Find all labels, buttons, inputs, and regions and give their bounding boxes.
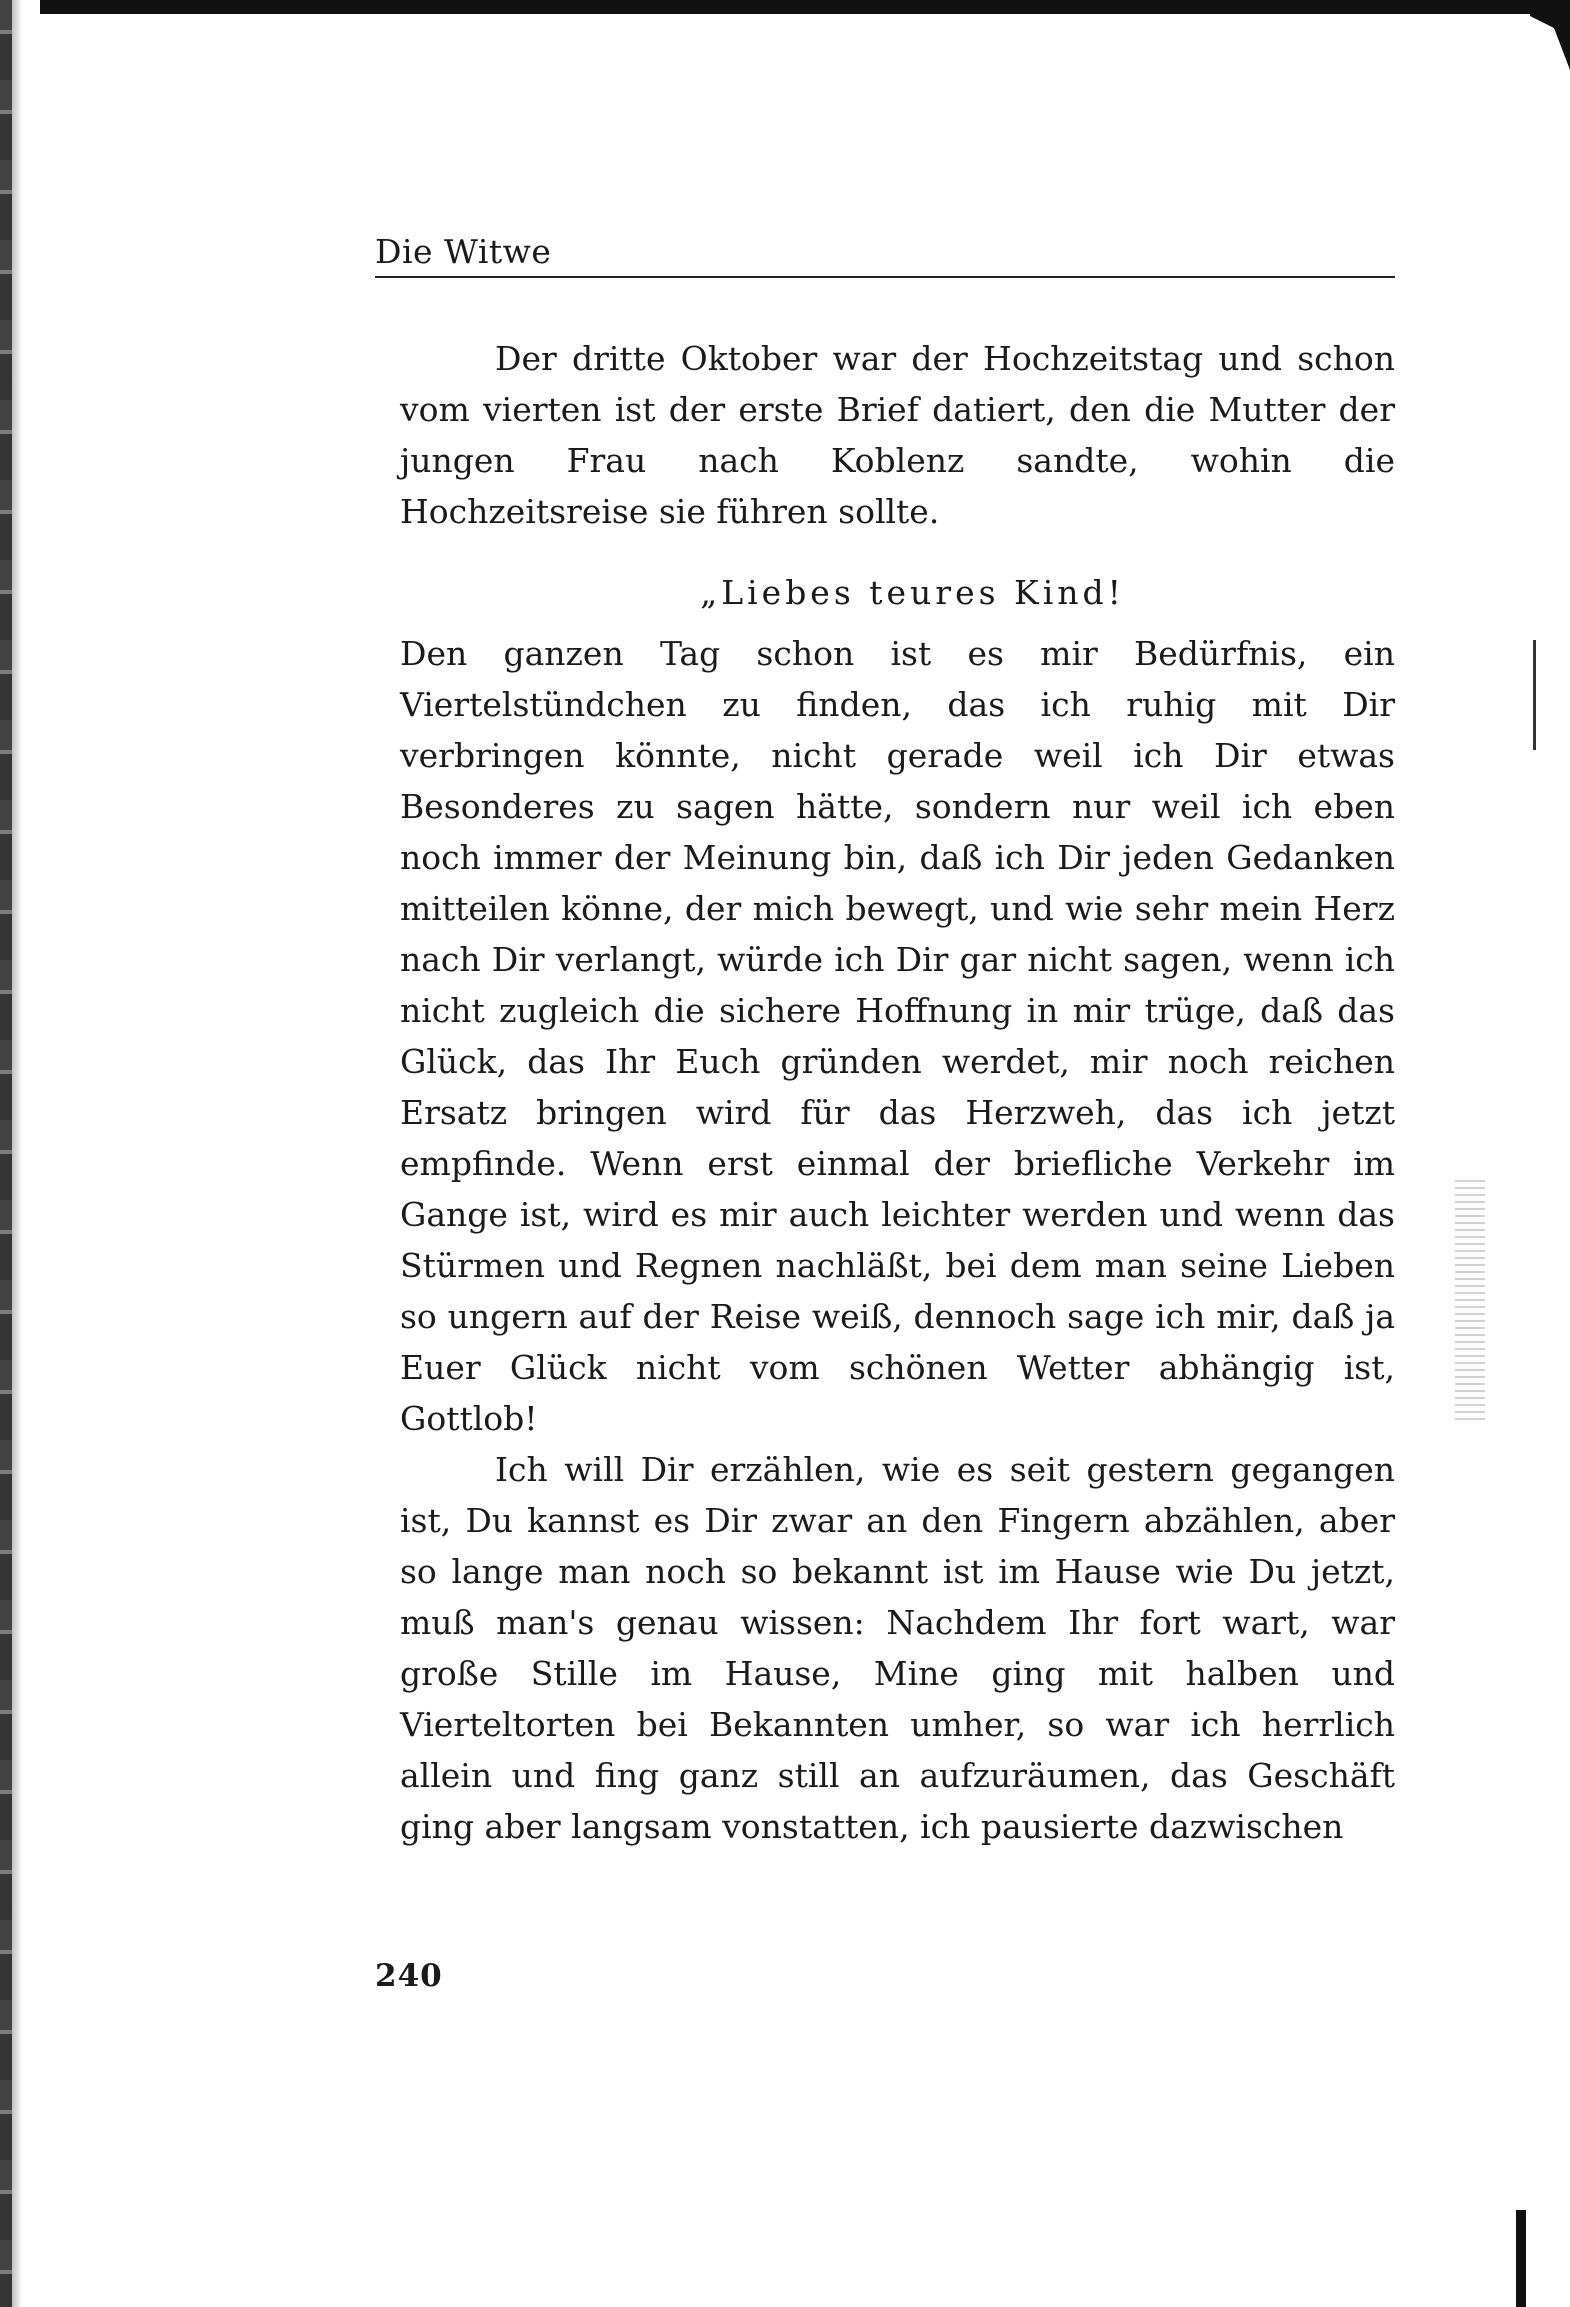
- scan-margin-mark: [1533, 640, 1536, 750]
- scan-margin-noise: [1455, 1180, 1485, 1420]
- letter-salutation: „Liebes teures Kind!: [700, 573, 1125, 612]
- scan-top-corner: [1530, 10, 1570, 70]
- letter-paragraph: Den ganzen Tag schon ist es mir Bedürfnis, ein Viertelstündchen zu finden, das ich ruhig mit Dir verbringen könnte, nicht gerade weil ich Dir etwas Besonderes zu sagen hätte, sondern nur weil ich eben noch immer der Meinung bin, daß ich Dir jeden Gedanken mitteilen könne, der mich bewegt, und wie sehr mein Herz nach Dir verlangt, würde ich Dir gar nicht sagen, wenn ich nicht zugleich die sichere Hoffnung in mir trüge, daß das Glück, das Ihr Euch gründen werdet, mir noch reichen Ersatz bringen wird für das Herzweh, das ich jetzt empfinde. Wenn erst einmal der briefliche Verkehr im Gange ist, wird es mir auch leichter werden und wenn das Stürmen und Regnen nachläßt, bei dem man seine Lieben so ungern auf der Reise weiß, dennoch sage ich mir, daß ja Euer Glück nicht vom schönen Wetter abhängig ist, Gottlob!: [400, 634, 1395, 1438]
- header-rule: [375, 276, 1395, 278]
- scan-top-edge: [40, 0, 1570, 14]
- scan-bottom-edge: [1516, 2210, 1526, 2307]
- page-body: [400, 333, 1395, 1852]
- opening-paragraph: Der dritte Oktober war der Hochzeitstag und schon vom vierten ist der erste Brief datiert, den die Mutter der jungen Frau nach Koblenz sandte, wohin die Hochzeitsreise sie führen sollte.: [400, 339, 1395, 531]
- scan-binding-shadow: [12, 0, 22, 2307]
- scan-binding-edge: [0, 0, 12, 2307]
- running-title: Die Witwe: [375, 232, 552, 271]
- page-number: 240: [375, 1958, 443, 1994]
- letter-paragraph-continued: Ich will Dir erzählen, wie es seit gestern gegangen ist, Du kannst es Dir zwar an den Fingern abzählen, aber so lange man noch so bekannt ist im Hause wie Du jetzt, muß man's genau wissen: Nachdem Ihr fort wart, war große Stille im Hause, Mine ging mit halben und Vierteltorten bei Bekannten umher, so war ich herrlich allein und fing ganz still an aufzuräumen, das Geschäft ging aber langsam vonstatten, ich pausierte dazwischen: [400, 1450, 1395, 1846]
